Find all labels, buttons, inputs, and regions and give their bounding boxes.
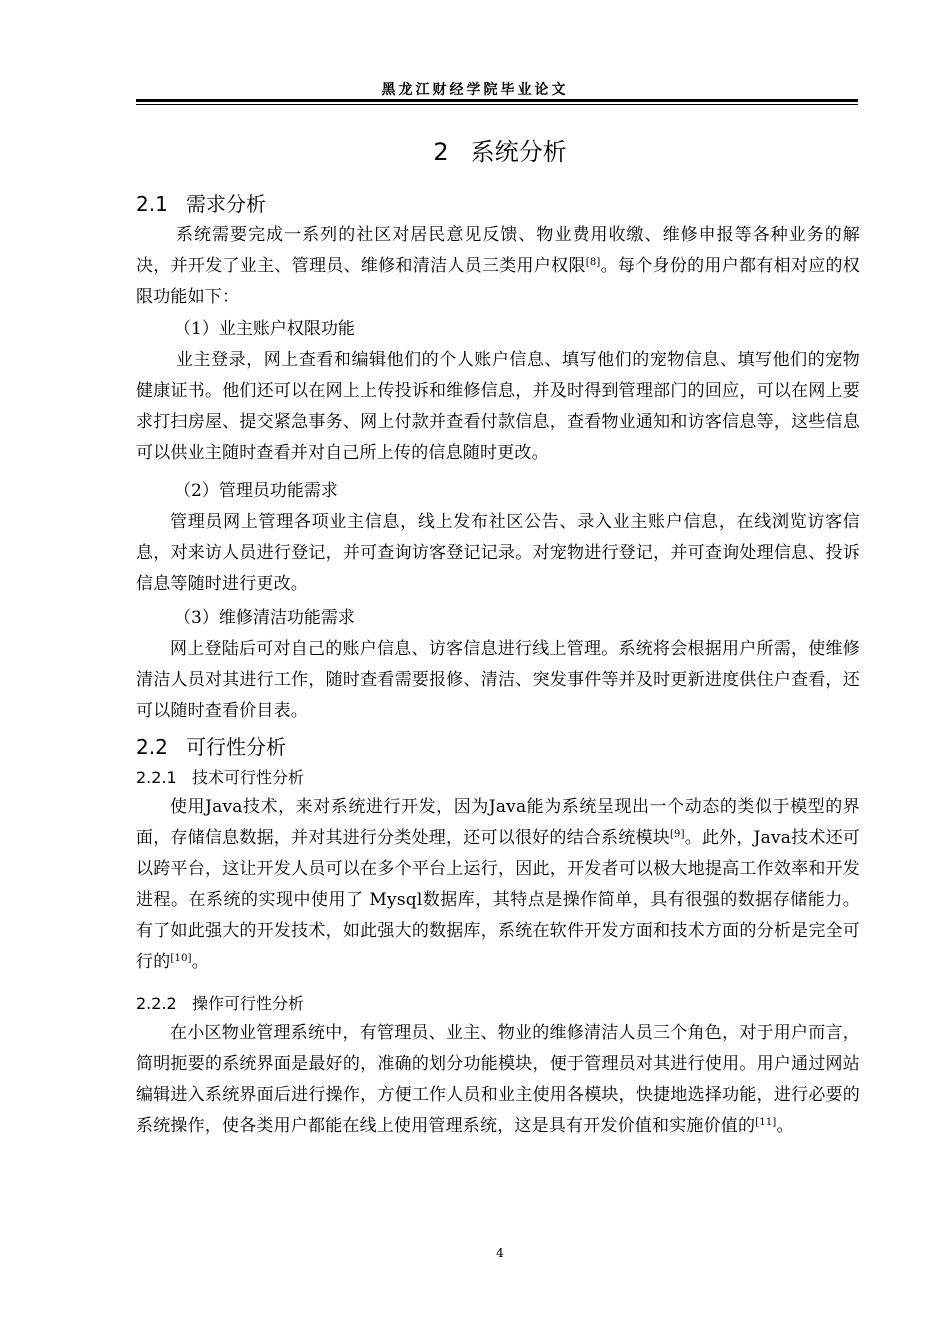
- citation: [8]: [585, 257, 601, 268]
- subsection-heading-2-2-1: [136, 765, 304, 788]
- paragraph-text: 使用Java技术，来对系统进行开发，因为Java能为系统呈现出一个动态的类似于模型的界面，存储信息数据，并对其进行分类处理，还可以很好的结合系统模块: [136, 797, 860, 848]
- subsection-title: 操作可行性分析: [192, 994, 305, 1013]
- paragraph-item1: 业主登录，网上查看和编辑他们的个人账户信息、填写他们的宠物信息、填写他们的宠物健康证书。他们还可以在网上上传投诉和维修信息，并及时得到管理部门的回应，可以在网上要求打扫房屋、提交紧急事务、网上付款并查看付款信息，查看物业通知和访客信息等，这些信息可以供业主随时查看并对自己所上传的信息随时更改。: [136, 350, 860, 463]
- citation: [11]: [755, 1117, 777, 1128]
- paragraph-text: 在小区物业管理系统中，有管理员、业主、物业的维修清洁人员三个角色，对于用户而言，简明扼要的系统界面是最好的，准确的划分功能模块，便于管理员对其进行使用。用户通过网站编辑进入系统界面后进行操作，方便工作人员和业主使用各模块，快捷地选择功能，进行必要的系统操作，使各类用户都能在线上使用管理系统，这是具有开发价值和实施价值的: [136, 1023, 860, 1136]
- subsection-number: 2.2.1: [136, 768, 177, 787]
- subsection-number: 2.2.2: [136, 994, 177, 1013]
- paragraph-item3: 网上登陆后可对自己的账户信息、访客信息进行线上管理。系统将会根据用户所需，使维修清洁人员对其进行工作，随时查看需要报修、清洁、突发事件等并及时更新进度供住户查看，还可以随时查看价目表。: [136, 639, 860, 721]
- subsection-heading-2-2-2: [136, 991, 304, 1014]
- list-label-2: （2）管理员功能需求: [174, 481, 338, 501]
- chapter-number: 2: [433, 138, 449, 166]
- page-number: 4: [496, 1246, 504, 1260]
- section-number: 2.2: [136, 735, 168, 759]
- paragraph-text: 。每个身份的用户都有相对应的权限功能如下：: [136, 256, 861, 307]
- paragraph-text: 。: [191, 952, 209, 972]
- section-title: 需求分析: [186, 192, 266, 216]
- section-heading-2-2: [136, 731, 286, 760]
- section-heading-2-1: [136, 188, 266, 217]
- list-label-3: （3）维修清洁功能需求: [174, 608, 355, 628]
- list-label-1: （1）业主账户权限功能: [174, 319, 355, 339]
- section-title: 可行性分析: [186, 735, 286, 759]
- header-rule-thick: [136, 99, 858, 102]
- section-number: 2.1: [136, 192, 168, 216]
- paragraph-text: 。此外，Java技术还可以跨平台，这让开发人员可以在多个平台上运行，因此，开发者可以极大地提高工作效率和开发进程。在系统的实现中使用了 Mysql数据库，其特点是操作简单，具有很强的数据存储能力。有了如此强大的开发技术，如此强大的数据库，系统在软件开发方面和技术方面的分析是完全可行的: [136, 828, 861, 972]
- paragraph-text: 系统需要完成一系列的社区对居民意见反馈、物业费用收缴、维修申报等各种业务的解决，并开发了业主、管理员、维修和清洁人员三类用户权限: [136, 225, 860, 276]
- paragraph-intro: [136, 220, 860, 313]
- paragraph-operation: [136, 1018, 860, 1142]
- citation: [9]: [669, 829, 685, 840]
- chapter-title: [0, 132, 950, 167]
- paragraph-item2: 管理员网上管理各项业主信息，线上发布社区公告、录入业主账户信息，在线浏览访客信息，对来访人员进行登记，并可查询访客登记记录。对宠物进行登记，并可查询处理信息、投诉信息等随时进行更改。: [136, 512, 860, 594]
- header-rule-thin: [136, 104, 858, 105]
- paragraph-tech: [136, 792, 860, 978]
- subsection-title: 技术可行性分析: [192, 768, 305, 787]
- chapter-title-text: 系统分析: [470, 138, 567, 166]
- running-header: 黑龙江财经学院毕业论文: [381, 82, 569, 98]
- paragraph-text: 。: [776, 1116, 794, 1136]
- citation: [10]: [170, 953, 192, 964]
